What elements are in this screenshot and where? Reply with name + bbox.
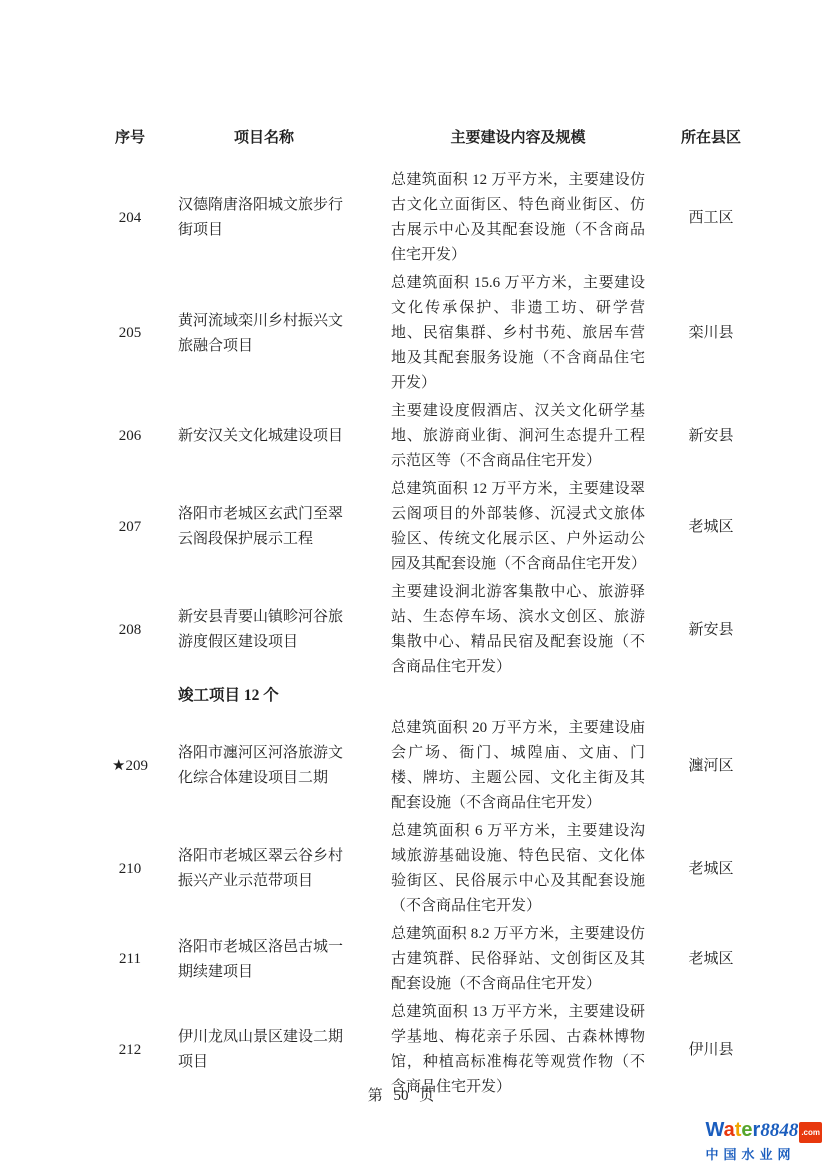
header-district: 所在县区 [680, 130, 741, 146]
district: 栾川县 [688, 325, 734, 341]
district: 西工区 [688, 209, 734, 226]
district: 老城区 [688, 951, 734, 967]
row-serial-number: 204 [118, 209, 142, 226]
brand-letter: r [752, 1119, 761, 1141]
project-name: 黄河流域栾川乡村振兴文旅融合项目 [178, 312, 344, 354]
brand-letter: a [723, 1119, 735, 1141]
table-row [0, 819, 826, 919]
logo-tld-badge: .com [799, 1122, 822, 1143]
row-serial-number: 211 [119, 951, 141, 967]
row-serial-number: 205 [118, 325, 142, 341]
construction-content: 总建筑面积 13 万平方米，主要建设研学基地、梅花亲子乐园、古森林博物馆，种植高标准梅花等观赏作物（不含商品住宅开发） [391, 1004, 645, 1095]
project-name: 洛阳市老城区洛邑古城一期续建项目 [178, 938, 344, 980]
projects-table [0, 128, 826, 1103]
table-header-row [0, 128, 826, 148]
brand-letter: W [705, 1119, 724, 1141]
construction-content: 总建筑面积 15.6 万平方米，主要建设文化传承保护、非遗工坊、研学营地、民宿集群、乡村书苑、旅居车营地及其配套服务设施（不含商品住宅开发） [391, 275, 645, 391]
project-name: 新安县青要山镇畛河谷旅游度假区建设项目 [178, 609, 344, 650]
construction-content: 总建筑面积 12 万平方米，主要建设翠云阁项目的外部装修、沉浸式文旅体验区、传统文化展示区、户外运动公园及其配套设施（不含商品住宅开发） [391, 481, 647, 572]
project-name: 新安汉关文化城建设项目 [178, 428, 344, 444]
page-number: 第 50 页 [367, 1088, 435, 1104]
construction-content: 总建筑面积 8.2 万平方米，主要建设仿古建筑群、民俗驿站、文创街区及其配套设施（不含商品住宅开发） [391, 926, 645, 992]
header-construction-content: 主要建设内容及规模 [450, 130, 586, 146]
table-row [0, 477, 826, 577]
district: 老城区 [688, 860, 734, 877]
project-name: 洛阳市老城区翠云谷乡村振兴产业示范带项目 [178, 848, 344, 889]
row-serial-number: 212 [118, 1041, 142, 1058]
district: 新安县 [688, 621, 734, 638]
row-serial-number: 207 [118, 518, 142, 535]
table-body [0, 168, 826, 1100]
construction-content: 总建筑面积 20 万平方米，主要建设庙会广场、衙门、城隍庙、文庙、门楼、牌坊、主题公园、文化主街及其配套设施（不含商品住宅开发） [391, 720, 645, 811]
table-row [0, 399, 826, 474]
construction-content: 总建筑面积 6 万平方米，主要建设沟域旅游基础设施、特色民宿、文化体验街区、民俗展示中心及其配套设施（不含商品住宅开发） [391, 823, 645, 914]
logo-number: 8848 [760, 1120, 799, 1141]
district: 伊川县 [688, 1041, 734, 1058]
project-name: 汉德隋唐洛阳城文旅步行街项目 [178, 197, 344, 238]
logo-wordmark [705, 1120, 822, 1143]
table-row [0, 922, 826, 997]
table-row [0, 1000, 826, 1100]
project-name: 伊川龙凤山景区建设二期项目 [178, 1029, 344, 1070]
table-row [0, 580, 826, 680]
row-serial-number: 206 [118, 428, 142, 444]
construction-content: 主要建设涧北游客集散中心、旅游驿站、生态停车场、滨水文创区、旅游集散中心、精品民宿及配套设施（不含商品住宅开发） [391, 584, 645, 675]
water8848-logo [701, 1118, 824, 1163]
header-project-name: 项目名称 [233, 130, 294, 146]
table-row [0, 168, 826, 268]
header-serial-number: 序号 [114, 130, 145, 146]
section-header: 竣工项目 12 个 [178, 687, 279, 704]
row-serial-number: ★209 [112, 757, 148, 774]
table-row [0, 271, 826, 396]
table-row [0, 716, 826, 816]
brand-letter: e [741, 1119, 753, 1141]
row-serial-number: 208 [118, 621, 142, 638]
logo-subtitle: 中国水业网 [705, 1147, 796, 1162]
district: 瀍河区 [688, 757, 734, 774]
district: 老城区 [688, 518, 734, 535]
brand-letter: t [734, 1119, 742, 1141]
project-name: 洛阳市老城区玄武门至翠云阁段保护展示工程 [178, 506, 344, 547]
construction-content: 主要建设度假酒店、汉关文化研学基地、旅游商业街、涧河生态提升工程示范区等（不含商品住宅开发） [391, 403, 645, 469]
district: 新安县 [688, 428, 734, 444]
row-serial-number: 210 [118, 860, 142, 877]
logo-letters [705, 1119, 760, 1141]
project-name: 洛阳市瀍河区河洛旅游文化综合体建设项目二期 [178, 745, 344, 786]
construction-content: 总建筑面积 12 万平方米，主要建设仿古文化立面街区、特色商业街区、仿古展示中心及其配套设施（不含商品住宅开发） [391, 172, 645, 263]
